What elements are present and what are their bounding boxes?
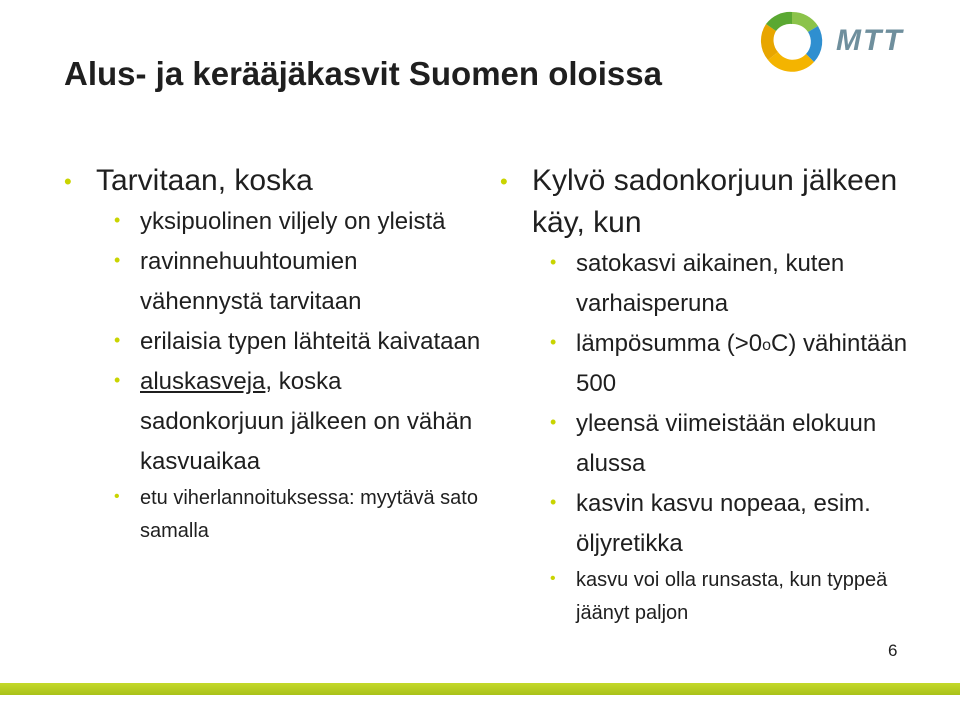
list-item-text: ravinnehuuhtoumien vähennystä tarvitaan <box>140 248 362 315</box>
bullet-icon: • <box>114 370 121 390</box>
list-item-text: kasvu voi olla runsasta, kun typpeä jäänyt paljon <box>576 569 888 624</box>
bottom-accent-bar <box>0 683 960 695</box>
list-item <box>498 564 918 630</box>
bullet-icon: • <box>550 412 557 432</box>
left-heading <box>62 160 482 202</box>
bullet-icon: • <box>550 492 557 512</box>
bullet-icon: • <box>550 332 557 352</box>
list-item-text: etu viherlannoituksessa: myytävä sato samalla <box>140 487 478 542</box>
left-heading-text: Tarvitaan, koska <box>96 164 313 197</box>
list-item-text: satokasvi aikainen, kuten varhaisperuna <box>576 250 845 317</box>
list-item <box>62 202 482 242</box>
list-item-text: erilaisia typen lähteitä kaivataan <box>140 328 481 355</box>
bullet-icon: • <box>114 250 121 270</box>
right-heading <box>498 160 918 244</box>
list-item <box>62 362 482 482</box>
bullet-icon: • <box>500 169 508 194</box>
slide-title: Alus- ja kerääjäkasvit Suomen oloissa <box>64 55 662 92</box>
bullet-icon: • <box>114 210 121 230</box>
slide-number: 6 <box>888 641 898 660</box>
list-item-text: yksipuolinen viljely on yleistä <box>140 208 446 235</box>
list-item <box>498 404 918 484</box>
list-item-text: yleensä viimeistään elokuun alussa <box>576 410 877 477</box>
list-item <box>62 322 482 362</box>
right-column <box>498 160 918 630</box>
list-item-text-after: C) vähintään 500 <box>576 330 908 397</box>
bullet-icon: • <box>114 330 121 350</box>
logo-text: MTT <box>836 24 904 57</box>
degree-superscript: o <box>762 337 771 354</box>
list-item-underlined-text: aluskasveja <box>140 368 266 395</box>
list-item <box>498 244 918 324</box>
right-heading-text: Kylvö sadonkorjuun jälkeen käy, kun <box>532 164 898 239</box>
mtt-logo-icon <box>752 4 832 76</box>
left-column <box>62 160 482 548</box>
bullet-icon: • <box>550 252 557 272</box>
bullet-icon: • <box>114 488 120 505</box>
bullet-icon: • <box>550 570 556 587</box>
list-item <box>62 242 482 322</box>
bullet-icon: • <box>64 169 72 194</box>
list-item-text: kasvin kasvu nopeaa, esim. öljyretikka <box>576 490 871 557</box>
mtt-logo <box>752 4 932 76</box>
list-item <box>498 484 918 564</box>
list-item-text: , koska sadonkorjuun jälkeen on vähän kasvuaikaa <box>140 368 473 475</box>
list-item <box>62 482 482 548</box>
list-item-text-before: lämpösumma (>0 <box>576 330 763 357</box>
list-item <box>498 324 918 404</box>
